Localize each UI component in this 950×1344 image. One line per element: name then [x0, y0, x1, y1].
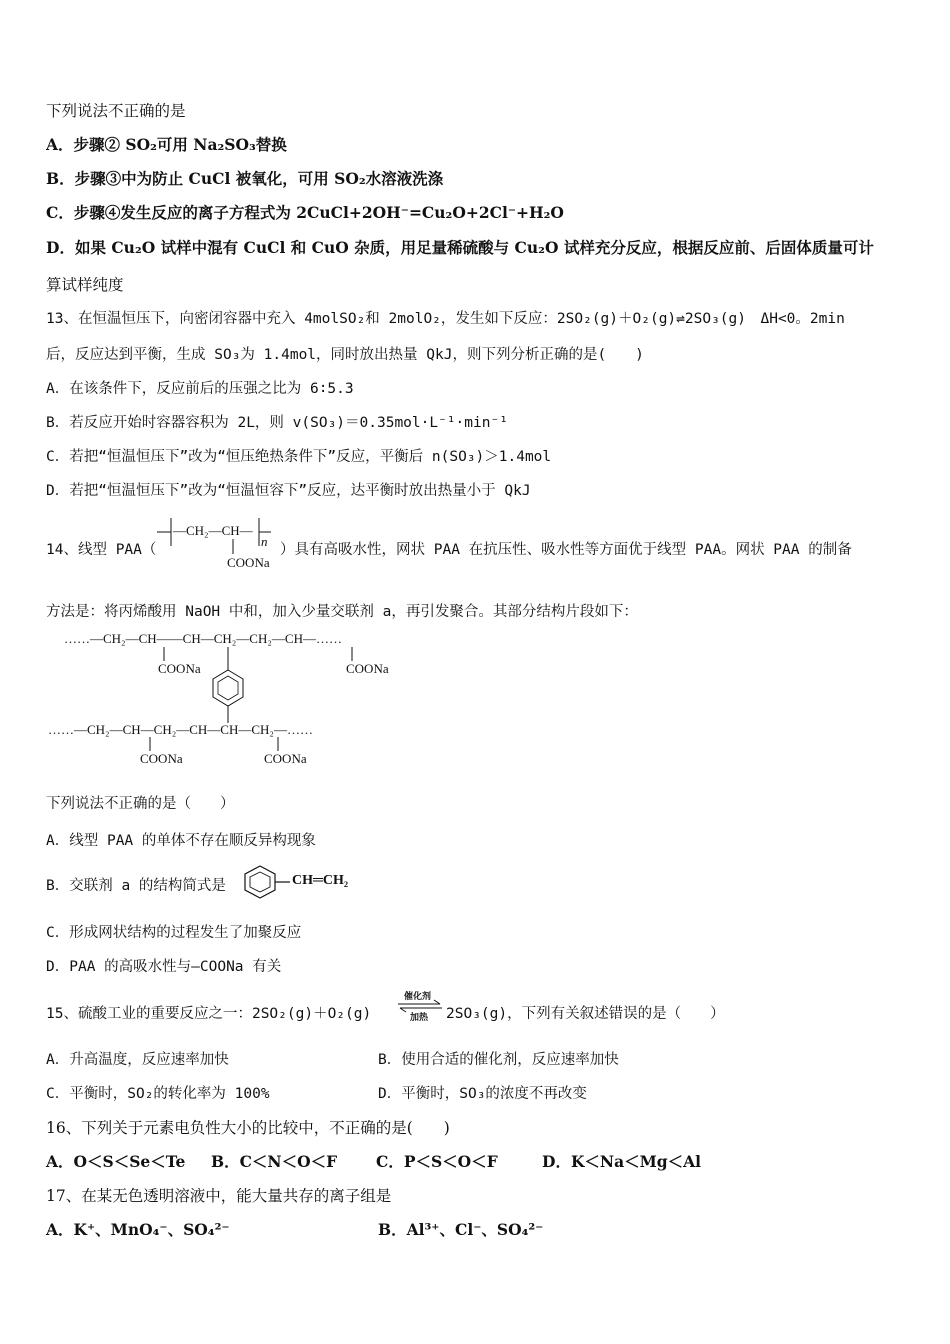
- paa-formula: [155, 512, 280, 572]
- heat-label: 加热: [410, 1012, 429, 1022]
- structure-coona-4: COONa: [264, 751, 307, 766]
- paa-coona: COONa: [227, 555, 270, 570]
- q15-option-b: B．使用合适的催化剂，反应速率加快: [378, 1052, 619, 1068]
- q14-stem-2: 方法是：将丙烯酸用 NaOH 中和，加入少量交联剂 a，再引发聚合。其部分结构片段如下：: [46, 604, 638, 620]
- q14-stem-post: ）具有高吸水性，网状 PAA 在抗压性、吸水性等方面优于线型 PAA。网状 PAA 的制备: [280, 542, 852, 558]
- structure-coona-3: COONa: [140, 751, 183, 766]
- q14-option-b: B．交联剂 a 的结构简式是: [46, 878, 226, 894]
- q16-option-d: D．K＜Na＜Mg＜Al: [542, 1152, 702, 1171]
- q15-option-d: D．平衡时，SO₃的浓度不再改变: [378, 1086, 587, 1102]
- q17-stem: 17、在某无色透明溶液中，能大量共存的离子组是: [46, 1187, 392, 1205]
- q13-option-b: B．若反应开始时容器容积为 2L，则 v(SO₃)＝0.35mol·L⁻¹·min⁻¹: [46, 415, 508, 431]
- network-paa-structure: [46, 628, 426, 768]
- reversible-arrow: [396, 989, 444, 1025]
- network-paa-structure-bonds: [46, 628, 426, 768]
- q16-option-c: C．P＜S＜O＜F: [376, 1152, 498, 1171]
- q12-option-b: B．步骤③中为防止 CuCl 被氧化，可用 SO₂水溶液洗涤: [46, 169, 444, 188]
- catalyst-label: 催化剂: [404, 991, 432, 1001]
- q13-option-d: D．若把“恒温恒压下”改为“恒温恒容下”反应，达平衡时放出热量小于 QkJ: [46, 483, 531, 499]
- q13-option-c: C．若把“恒温恒压下”改为“恒压绝热条件下”反应，平衡后 n(SO₃)＞1.4mol: [46, 449, 552, 465]
- q17-option-a: A．K⁺、MnO₄⁻、SO₄²⁻: [46, 1220, 230, 1239]
- q15-option-a: A．升高温度，反应速率加快: [46, 1052, 229, 1068]
- structure-coona-1: COONa: [158, 661, 201, 676]
- q12-stem: 下列说法不正确的是: [46, 102, 186, 120]
- styrene-structure: [240, 862, 360, 902]
- q14-stem-pre: 14、线型 PAA（: [46, 542, 157, 558]
- styrene-vinyl: CH═CH₂: [292, 873, 349, 888]
- q16-option-a: A．O＜S＜Se＜Te: [46, 1152, 186, 1171]
- q12-option-d-cont: 算试样纯度: [46, 276, 124, 294]
- q14-option-d: D．PAA 的高吸水性与—COONa 有关: [46, 959, 282, 975]
- structure-coona-2: COONa: [346, 661, 389, 676]
- q16-stem: 16、下列关于元素电负性大小的比较中，不正确的是( ): [46, 1119, 450, 1137]
- paa-chain: —CH₂—CH—: [173, 523, 253, 538]
- q13-option-a: A．在该条件下，反应前后的压强之比为 6∶5.3: [46, 381, 354, 397]
- q12-option-d: D．如果 Cu₂O 试样中混有 CuCl 和 CuO 杂质，用足量稀硫酸与 Cu₂O 试样充分反应，根据反应前、后固体质量可计: [46, 238, 874, 257]
- q13-stem: 13、在恒温恒压下，向密闭容器中充入 4molSO₂和 2molO₂，发生如下反应：2SO₂(g)＋O₂(g)⇌2SO₃(g) ΔH<0。2min: [46, 311, 845, 327]
- q12-option-a: A．步骤② SO₂可用 Na₂SO₃替换: [46, 135, 287, 154]
- paa-subscript-n: n: [261, 534, 268, 549]
- structure-row-1: ……—CH₂—CH——CH—CH₂—CH₂—CH—……: [64, 631, 342, 646]
- q14-stem-3: 下列说法不正确的是（ ）: [46, 796, 235, 812]
- structure-row-2: ……—CH₂—CH—CH₂—CH—CH—CH₂—……: [48, 722, 313, 737]
- q13-stem-cont: 后，反应达到平衡，生成 SO₃为 1.4mol，同时放出热量 QkJ，则下列分析正确的是( ): [46, 347, 644, 363]
- q15-stem-post: 2SO₃(g)，下列有关叙述错误的是（ ）: [446, 1006, 725, 1022]
- q15-stem-pre: 15、硫酸工业的重要反应之一：2SO₂(g)＋O₂(g): [46, 1006, 372, 1022]
- q14-option-a: A．线型 PAA 的单体不存在顺反异构现象: [46, 833, 316, 849]
- q17-option-b: B．Al³⁺、Cl⁻、SO₄²⁻: [378, 1220, 544, 1239]
- q14-option-c: C．形成网状结构的过程发生了加聚反应: [46, 925, 302, 941]
- q12-option-c: C．步骤④发生反应的离子方程式为 2CuCl+2OH⁻=Cu₂O+2Cl⁻+H₂O: [46, 203, 564, 222]
- q15-option-c: C．平衡时，SO₂的转化率为 100%: [46, 1086, 270, 1102]
- q16-option-b: B．C＜N＜O＜F: [211, 1152, 338, 1171]
